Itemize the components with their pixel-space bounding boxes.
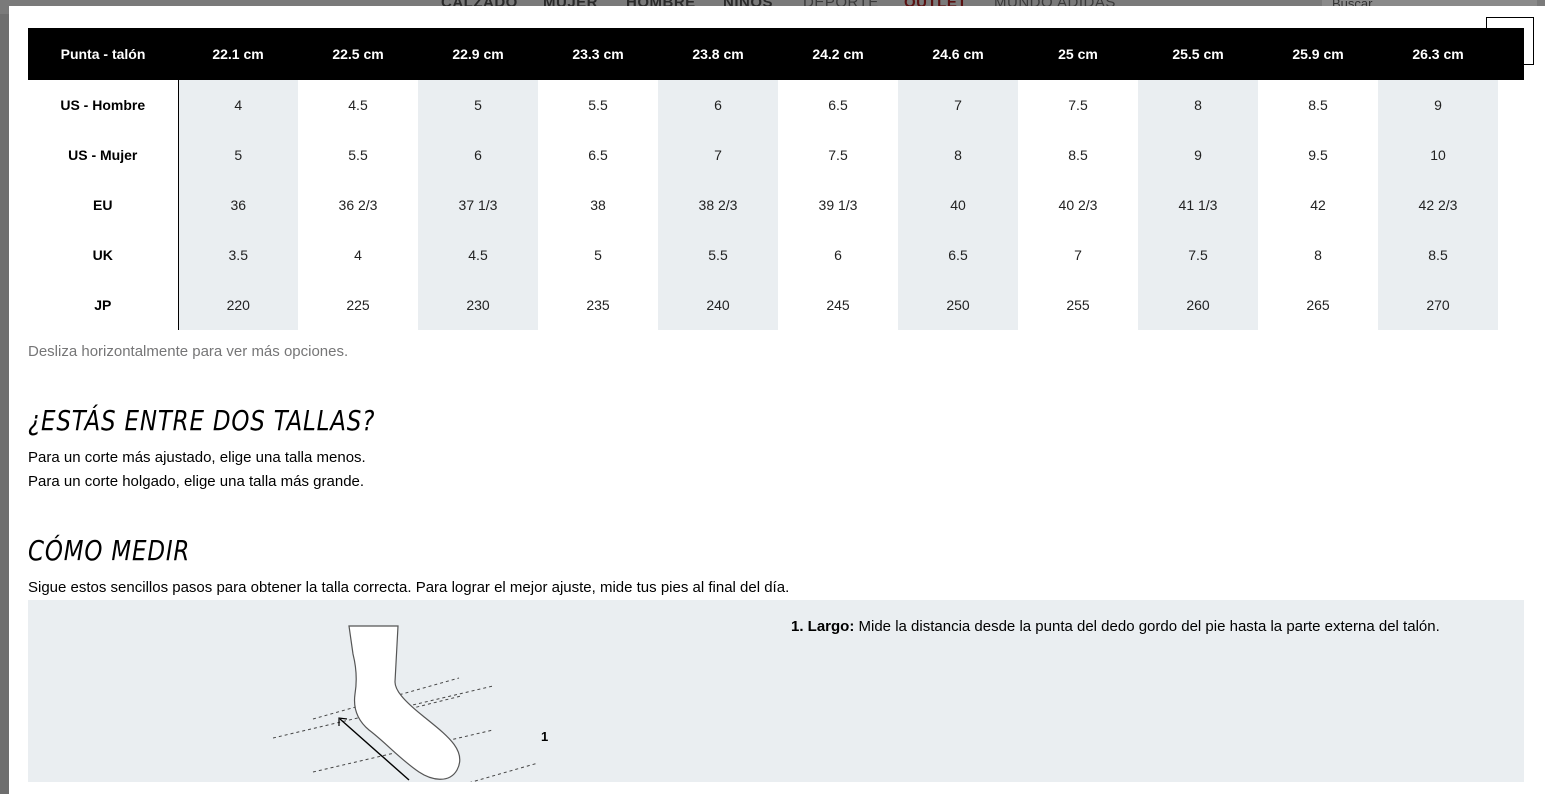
table-header-row [28,28,1524,80]
column-header: 25.5 cm [1138,28,1258,80]
column-header: 22.9 cm [418,28,538,80]
table-cell: 5.5 [348,147,368,163]
table-cell: 38 [590,197,606,213]
table-cell: 5.5 [588,97,608,113]
row-label: JP [28,280,178,330]
table-row [28,80,1524,130]
step-label: 1. Largo: [791,618,855,635]
column-header: 22.5 cm [298,28,418,80]
table-cell: 41 1/3 [1138,180,1258,230]
measure-step-length [791,618,1440,635]
table-cell: 4 [354,247,362,263]
table-cell: 6 [658,80,778,130]
table-cell: 250 [898,280,1018,330]
table-cell: 7.5 [828,147,848,163]
row-padding [1498,180,1524,230]
table-cell: 5.5 [658,230,778,280]
table-cell: 6.5 [588,147,608,163]
header-padding [1498,28,1524,80]
table-cell: 6 [418,130,538,180]
row-label: US - Mujer [28,130,178,180]
row-label: US - Hombre [28,80,178,130]
table-cell: 6 [834,247,842,263]
table-cell: 7.5 [1068,97,1088,113]
column-header: 24.6 cm [898,28,1018,80]
table-cell: 7 [898,80,1018,130]
table-cell: 240 [658,280,778,330]
column-header: 26.3 cm [1378,28,1498,80]
table-cell: 40 [898,180,1018,230]
row-padding [1498,130,1524,180]
column-header: 23.8 cm [658,28,778,80]
table-cell: 225 [346,297,370,313]
table-cell: 270 [1378,280,1498,330]
table-cell: 8 [898,130,1018,180]
measure-step-panel [28,600,1524,782]
foot-measure-diagram [273,620,573,782]
table-cell: 265 [1306,297,1330,313]
table-cell: 42 2/3 [1378,180,1498,230]
column-header: 23.3 cm [538,28,658,80]
row-padding [1498,80,1524,130]
table-cell: 230 [418,280,538,330]
fit-tip-tight: Para un corte más ajustado, elige una talla menos. [28,449,366,466]
table-cell: 39 1/3 [818,197,858,213]
table-cell: 8 [1138,80,1258,130]
row-padding [1498,230,1524,280]
table-row [28,230,1524,280]
table-cell: 5 [178,130,298,180]
table-cell: 37 1/3 [418,180,538,230]
table-cell: 38 2/3 [658,180,778,230]
table-cell: 7.5 [1138,230,1258,280]
scroll-hint: Desliza horizontalmente para ver más opciones. [28,343,349,360]
column-header: 24.2 cm [778,28,898,80]
table-cell: 9 [1378,80,1498,130]
table-cell: 8 [1314,247,1322,263]
step-text: Mide la distancia desde la punta del dedo gordo del pie hasta la parte externa del talón. [858,618,1440,635]
table-row [28,280,1524,330]
table-row [28,180,1524,230]
table-cell: 245 [826,297,850,313]
table-cell: 6.5 [828,97,848,113]
table-cell: 7 [658,130,778,180]
row-label: UK [28,230,178,280]
table-cell: 10 [1378,130,1498,180]
row-label: EU [28,180,178,230]
table-cell: 42 [1310,197,1326,213]
how-to-measure-intro: Sigue estos sencillos pasos para obtener la talla correcta. Para lograr el mejor ajuste, mide tus pies al final del día. [28,579,790,596]
table-cell: 36 2/3 [338,197,378,213]
table-cell: 8.5 [1068,147,1088,163]
table-cell: 4.5 [418,230,538,280]
table-cell: 5 [594,247,602,263]
table-cell: 260 [1138,280,1258,330]
table-cell: 40 2/3 [1058,197,1098,213]
between-sizes-text [28,446,366,494]
fit-tip-loose: Para un corte holgado, elige una talla más grande. [28,473,365,490]
row-padding [1498,280,1524,330]
table-cell: 4.5 [348,97,368,113]
size-table [28,28,1524,330]
table-cell: 8.5 [1308,97,1328,113]
table-row [28,130,1524,180]
column-header: 22.1 cm [178,28,298,80]
table-cell: 5 [418,80,538,130]
table-cell: 7 [1074,247,1082,263]
diagram-label: 1 [541,729,549,744]
table-cell: 220 [178,280,298,330]
table-cell: 9.5 [1308,147,1328,163]
how-to-measure-heading: CÓMO MEDIR [28,534,191,567]
table-cell: 255 [1066,297,1090,313]
table-cell: 4 [178,80,298,130]
table-header-label: Punta - talón [28,28,178,80]
size-guide-modal [9,6,1545,794]
table-cell: 6.5 [898,230,1018,280]
table-cell: 36 [178,180,298,230]
column-header: 25.9 cm [1258,28,1378,80]
table-cell: 3.5 [178,230,298,280]
column-header: 25 cm [1018,28,1138,80]
table-cell: 235 [586,297,610,313]
between-sizes-heading: ¿ESTÁS ENTRE DOS TALLAS? [28,404,376,437]
table-cell: 8.5 [1378,230,1498,280]
table-cell: 9 [1138,130,1258,180]
